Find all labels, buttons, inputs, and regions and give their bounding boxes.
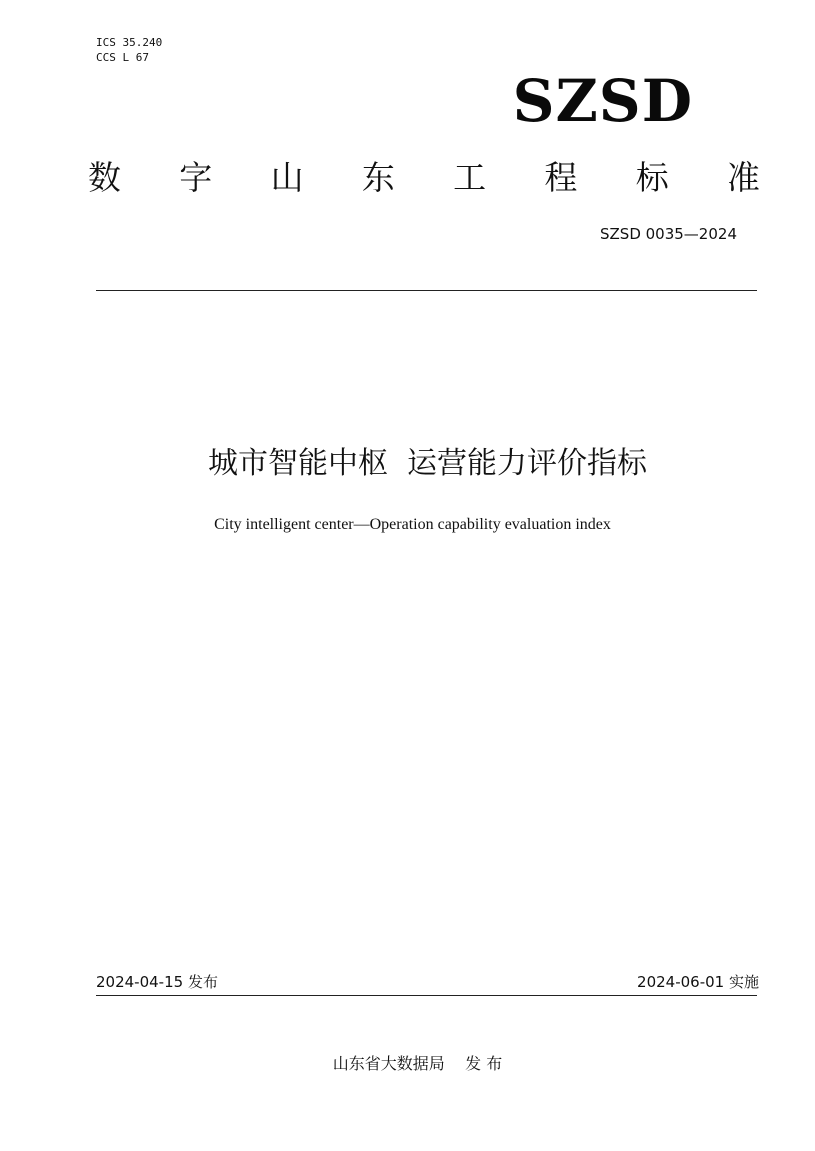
category-char: 准 [726,158,760,197]
ccs-code: CCS L 67 [96,51,149,64]
issuing-authority: 山东省大数据局 发 布 [332,1054,503,1073]
category-char: 程 [544,158,578,197]
footer-divider [96,995,757,996]
effective-date: 2024-06-01 实施 [637,973,759,991]
standard-logo: SZSD [512,67,693,135]
document-title-chinese: 城市智能中枢 运营能力评价指标 [207,446,648,481]
ics-code: ICS 35.240 [96,36,163,49]
category-char: 标 [635,158,669,197]
publish-date: 2024-04-15 发布 [96,973,218,991]
classification-codes [96,35,162,65]
category-char: 字 [179,158,213,197]
category-char: 东 [361,158,395,197]
document-title-english: City intelligent center—Operation capability evaluation index [214,516,611,533]
standard-number: SZSD 0035—2024 [600,225,737,243]
category-char: 山 [270,158,304,197]
header-divider [96,290,757,291]
standard-category [88,156,760,200]
category-char: 数 [88,158,121,197]
category-char: 工 [453,158,487,197]
